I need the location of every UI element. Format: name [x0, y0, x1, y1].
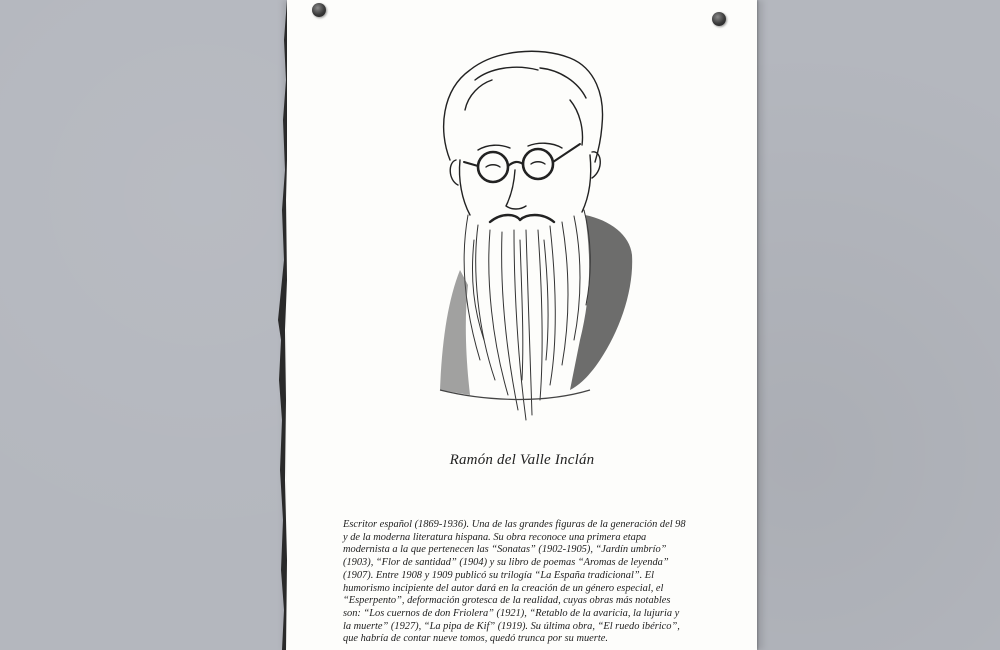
- bio-line: (1907). Entre 1908 y 1909 publicó su trilogía “La España tradicional”. El: [343, 569, 655, 581]
- bio-line: Escritor español (1869-1936). Una de las grandes figuras de la generación del 98: [343, 519, 686, 530]
- pin-left: [312, 3, 326, 17]
- bio-line: modernista a la que pertenecen las “Sonatas” (1902-1905), “Jardín umbrío”: [343, 544, 667, 556]
- portrait-illustration: [420, 40, 670, 430]
- bio-line: son: “Los cuernos de don Friolera” (1921), “Retablo de la avaricia, la lujuria y: [343, 607, 680, 619]
- portrait-name: Ramón del Valle Inclán: [449, 452, 595, 468]
- bio-line: humorismo incipiente del autor dará en la creación de un género especial, el: [343, 582, 664, 594]
- bio-line: que habría de contar nueve tomos, quedó trunca por su muerte.: [343, 633, 608, 645]
- pin-right: [712, 12, 726, 26]
- bio-line: “Esperpento”, deformación grotesca de la realidad, cuyas obras más notables: [343, 595, 671, 607]
- bio-line: la muerte” (1927), “La pipa de Kif” (1919). Su última obra, “El ruedo ibérico”,: [343, 620, 680, 632]
- biography-text: [343, 519, 718, 646]
- bio-line: (1903), “Flor de santidad” (1904) y su libro de poemas “Aromas de leyenda”: [343, 557, 669, 569]
- bio-line: y de la moderna literatura hispana. Su obra reconoce una primera etapa: [343, 531, 647, 543]
